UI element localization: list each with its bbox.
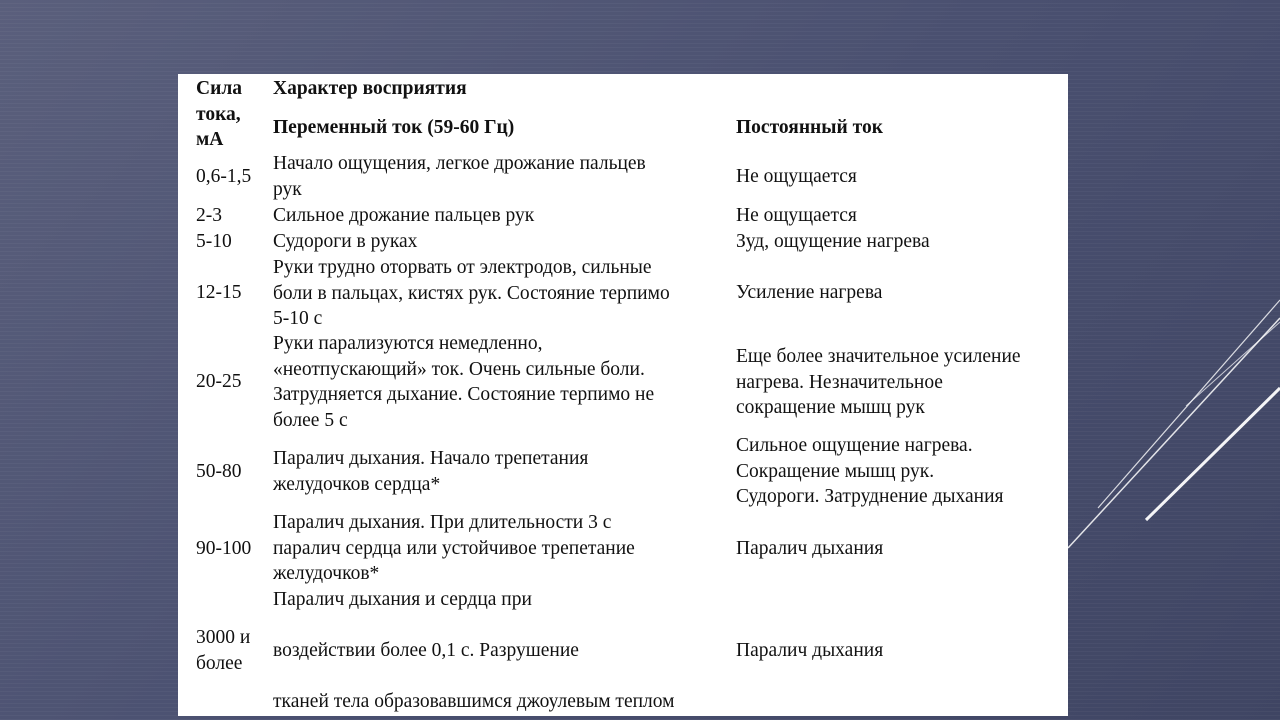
row-5-ac: Руки парализуются немедленно, «неотпускающий» ток. Очень сильные боли. Затрудняется дыхание. Состояние терпимо не более 5 с: [273, 333, 655, 431]
row-7-current: 90-100: [196, 538, 252, 559]
row-1-ac: Начало ощущения, легкое дрожание пальцев рук: [273, 153, 646, 200]
row-8-ac-line-1: Паралич дыхания и сердца при: [273, 589, 532, 610]
row-6-ac: Паралич дыхания. Начало трепетания желудочков сердца*: [273, 448, 589, 495]
current-effects-table: [178, 74, 1068, 716]
row-4-current: 12-15: [196, 282, 242, 303]
header-ac: Переменный ток (59-60 Гц): [273, 117, 515, 138]
row-8-ac-line-3: тканей тела образовавшимся джоулевым теплом: [273, 691, 675, 712]
row-8-dc: Паралич дыхания: [736, 640, 884, 661]
row-7-ac: Паралич дыхания. При длительности 3 с паралич сердца или устойчивое трепетание желудочков*: [273, 512, 635, 584]
row-4-ac: Руки трудно оторвать от электродов, сильные боли в пальцах, кистях рук. Состояние терпимо 5-10 с: [273, 257, 670, 329]
row-2-dc: Не ощущается: [736, 205, 857, 226]
header-perception-group: Характер восприятия: [273, 78, 467, 99]
row-8-current: 3000 и более: [196, 627, 251, 674]
row-3-dc: Зуд, ощущение нагрева: [736, 231, 930, 252]
row-1-dc: Не ощущается: [736, 166, 857, 187]
row-5-dc: Еще более значительное усиление нагрева. Незначительное сокращение мышц рук: [736, 346, 1021, 418]
header-current-label: Сила тока, мА: [196, 78, 243, 150]
row-1-current: 0,6-1,5: [196, 166, 252, 187]
row-6-current: 50-80: [196, 461, 242, 482]
row-3-ac: Судороги в руках: [273, 231, 418, 252]
row-2-current: 2-3: [196, 205, 222, 226]
row-2-ac: Сильное дрожание пальцев рук: [273, 205, 535, 226]
row-4-dc: Усиление нагрева: [736, 282, 883, 303]
header-dc: Постоянный ток: [736, 117, 883, 138]
row-3-current: 5-10: [196, 231, 232, 252]
row-8-ac-line-2: воздействии более 0,1 с. Разрушение: [273, 640, 579, 661]
row-6-dc: Сильное ощущение нагрева. Сокращение мышц рук. Судороги. Затруднение дыхания: [736, 435, 1004, 507]
row-5-current: 20-25: [196, 371, 242, 392]
row-7-dc: Паралич дыхания: [736, 538, 884, 559]
